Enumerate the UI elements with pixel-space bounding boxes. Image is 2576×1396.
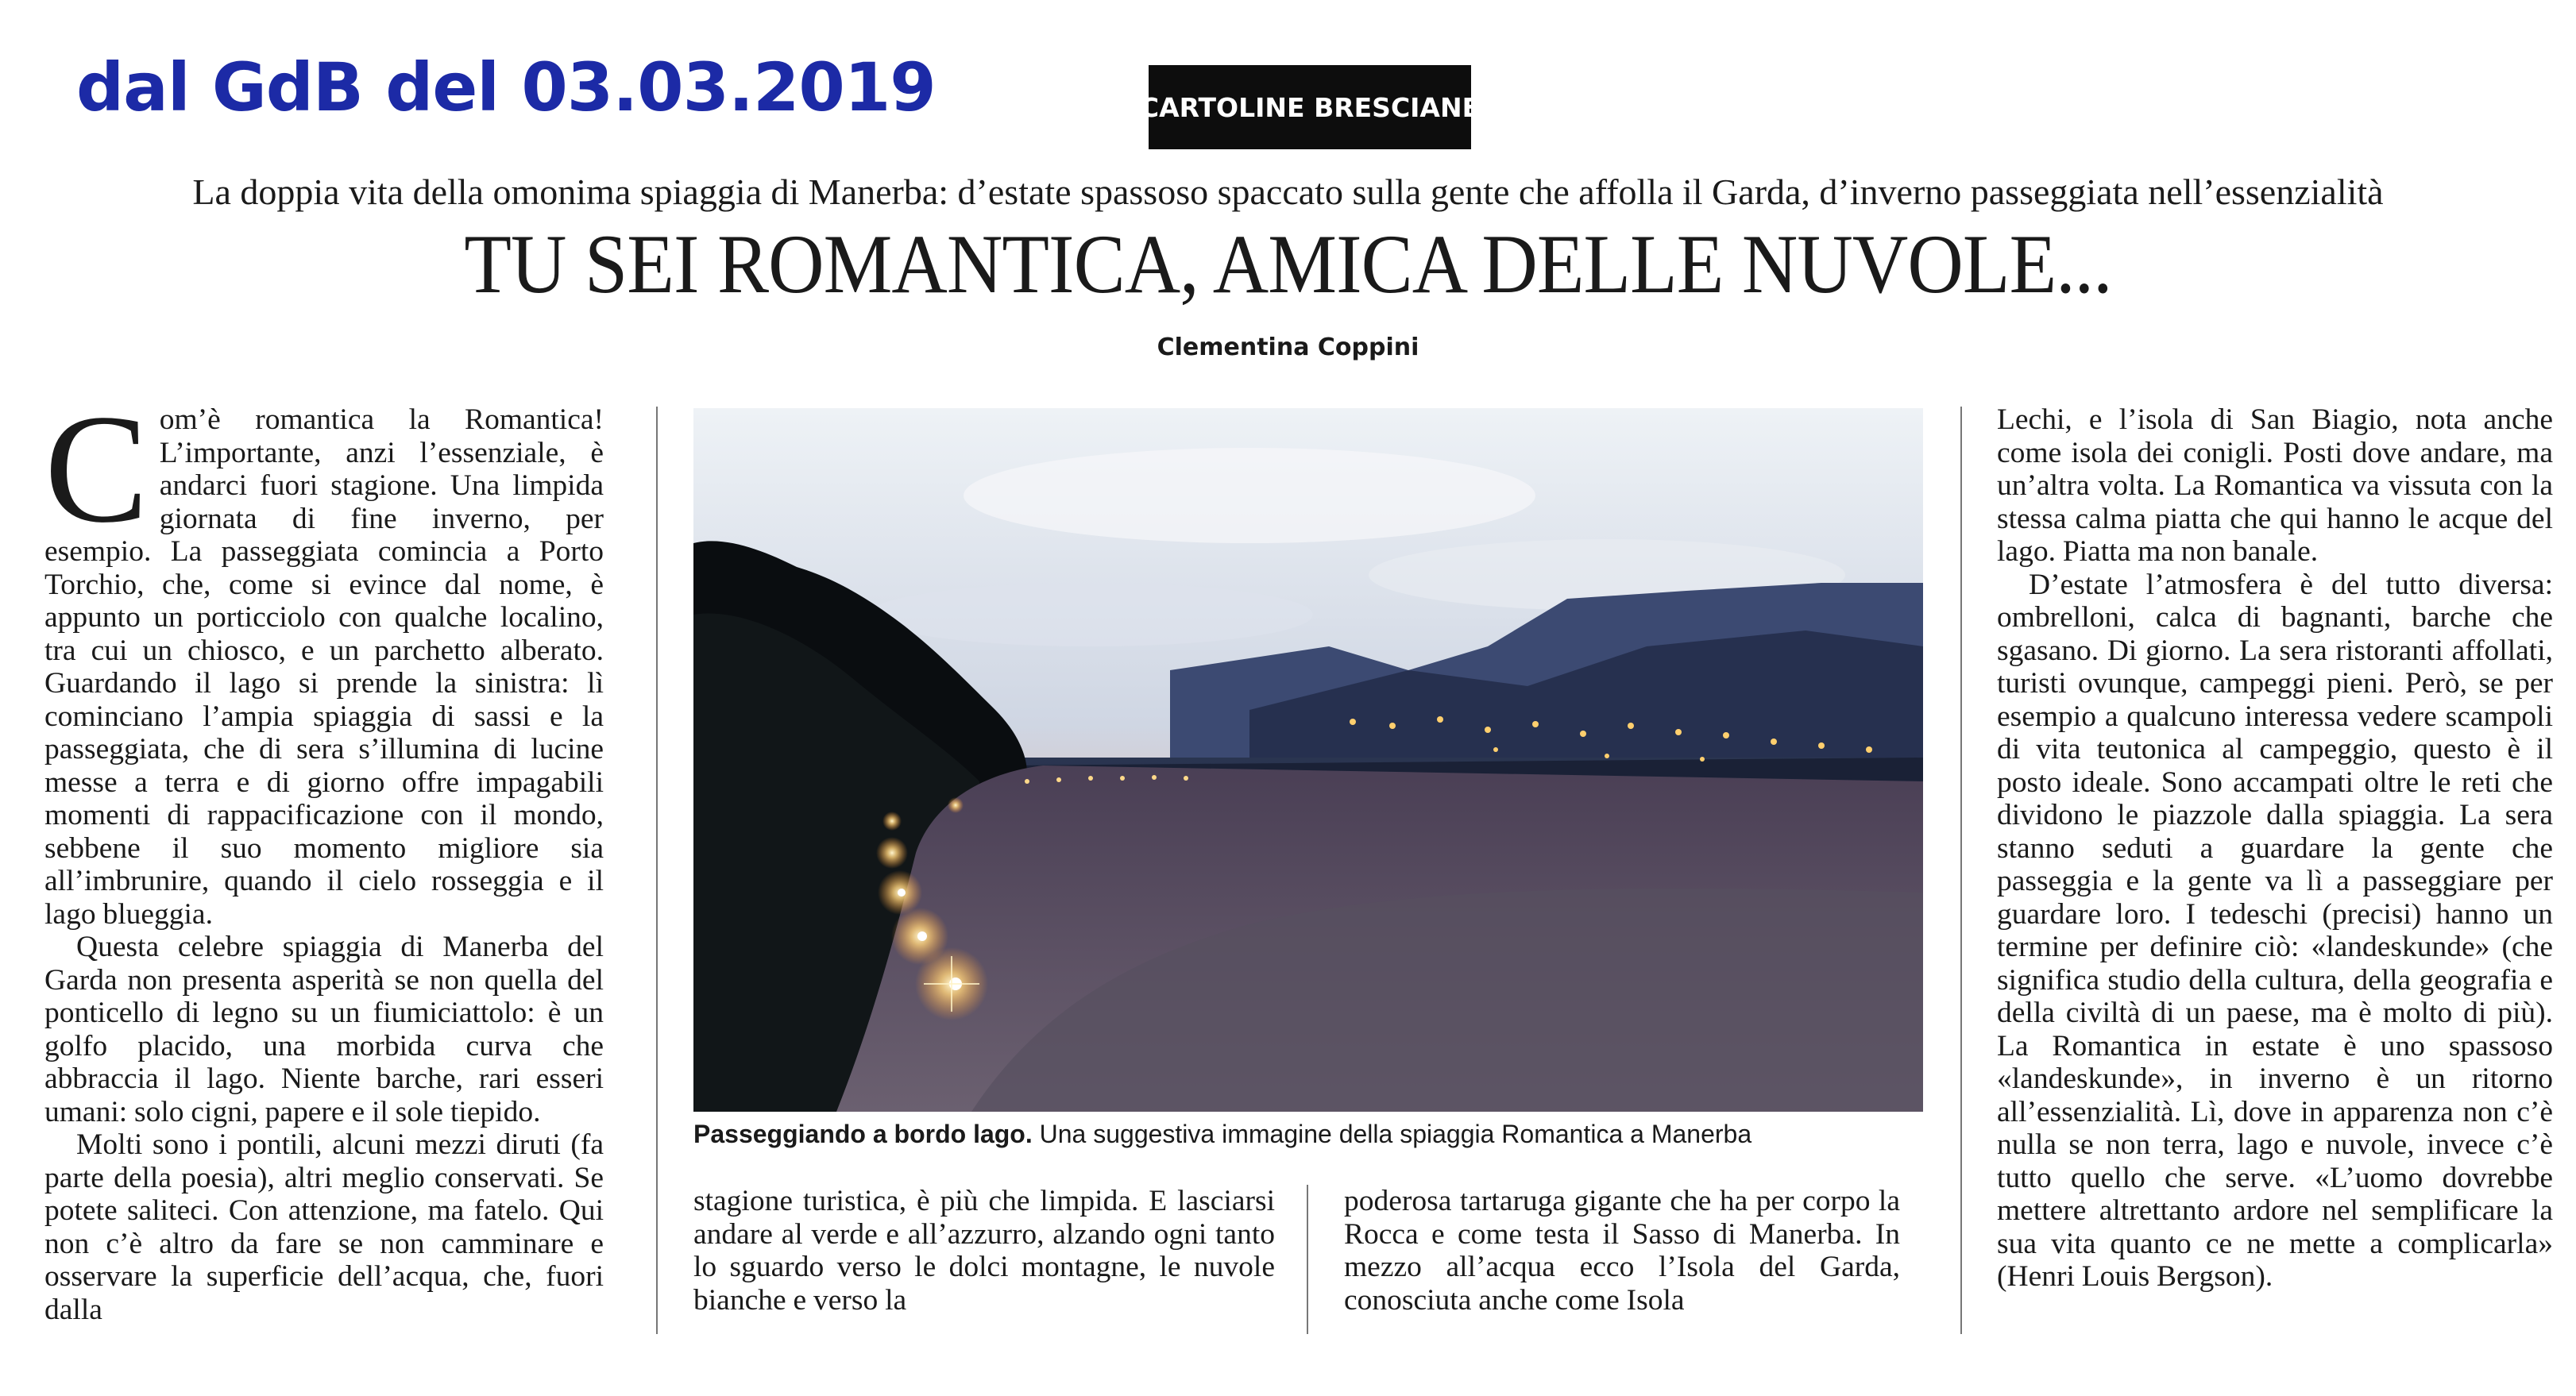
subheadline: La doppia vita della omonima spiaggia di Manerba: d’estate spassoso spaccato sulla gente che affolla il Garda, d’inverno passeggiata nell’essenzialità <box>192 172 2384 212</box>
newspaper-source-label: dal GdB del 03.03.2019 <box>76 48 936 126</box>
column-divider <box>1960 407 1962 1334</box>
headline: TU SEI ROMANTICA, AMICA DELLE NUVOLE... <box>464 218 2112 310</box>
paragraph: stagione turistica, è più che limpida. E lasciarsi andare al verde e all’azzurro, alzando ogni tanto lo sguardo verso le dolci montagne, le nuvole bianche e verso la <box>693 1185 1275 1317</box>
caption-text: Una suggestiva immagine della spiaggia Romantica a Manerba <box>1032 1120 1752 1148</box>
paragraph: Lechi, e l’isola di San Biagio, nota anche come isola dei conigli. Posti dove andare, ma un’altra volta. La Romantica va vissuta con la stessa calma piatta che qui hanno le acque del lago. Piatta ma non banale. <box>1997 403 2553 568</box>
paragraph: Molti sono i pontili, alcuni mezzi diruti (fa parte della poesia), altri meglio conservati. Se potete saliteci. Con attenzione, ma fatelo. Qui non c’è altro da fare se non camminare e osservare la superficie dell’acqua, che, fuori dalla <box>44 1128 604 1326</box>
paragraph: D’estate l’atmosfera è del tutto diversa: ombrelloni, calca di bagnanti, barche che sgasano. Di giorno. La sera ristoranti affollati, turisti ovunque, campeggi pieni. Però, se per esempio a qualcuno interessa vedere scampoli di vita teutonica al campeggio, questo è il posto ideale. Sono accampati oltre le reti che dividono le piazzole dalla spiaggia. La sera stanno seduti a guardare la gente che passeggia e la gente va lì a passeggiare per guardare loro. I tedeschi (precisi) hanno un termine per definire ciò: «landeskunde» (che significa studio della cultura, della geografia e della civiltà di un paese, ma è molto di più). La Romantica in estate è uno spassoso «landeskunde», in inverno è un ritorno all’essenzialità. Lì, dove in apparenza non c’è nulla se non terra, lago e nuvole, invece c’è tutto quello che serve. «L’uomo dovrebbe mettere altrettanto ardore nel semplificare la sua vita quanto ce ne mette a complicarla» (Henri Louis Bergson). <box>1997 568 2553 1293</box>
photo-illustration <box>693 408 1923 1112</box>
byline: Clementina Coppini <box>1157 334 1419 361</box>
paragraph-text: om’è romantica la Romantica! L’importante, anzi l’essenziale, è andarci fuori stagione. Una limpida giornata di fine inverno, per esempio. La passeggiata comincia a Porto Torchio, che, come si evince dal nome, è appunto un porticciolo con qualche localino, tra cui un chiosco, e un parchetto alberato. Guardando il lago si prende la sinistra: lì cominciano l’ampia spiaggia di sassi e la passeggiata, che di sera s’illumina di lucine messe a terra e di giorno offre impagabili momenti di rappacificazione con il mondo, sebbene il suo momento migliore sia all’imbrunire, quando il cielo rosseggia e il lago blueggia. <box>44 403 604 931</box>
column-divider <box>1307 1185 1308 1334</box>
photo-caption <box>693 1118 1933 1151</box>
lake-beach-photo <box>693 408 1923 1112</box>
caption-title: Passeggiando a bordo lago. <box>693 1120 1033 1148</box>
article-column-3 <box>1344 1185 1900 1344</box>
column-divider <box>656 407 658 1334</box>
paragraph: poderosa tartaruga gigante che ha per corpo la Rocca e come testa il Sasso di Manerba. In mezzo all’acqua ecco l’Isola del Garda, conosciuta anche come Isola <box>1344 1185 1900 1317</box>
drop-cap: C <box>44 403 149 555</box>
section-badge: CARTOLINE BRESCIANE <box>1149 65 1471 149</box>
paragraph: Questa celebre spiaggia di Manerba del Garda non presenta asperità se non quella del ponticello di legno su un fiumiciattolo: è un golfo placido, una morbida curva che abbraccia il lago. Niente barche, rari esseri umani: solo cigni, papere e il sole tiepido. <box>44 931 604 1128</box>
paragraph <box>44 403 604 931</box>
article-column-4 <box>1997 403 2553 1356</box>
article-column-1 <box>44 403 604 1356</box>
article-column-2 <box>693 1185 1275 1344</box>
